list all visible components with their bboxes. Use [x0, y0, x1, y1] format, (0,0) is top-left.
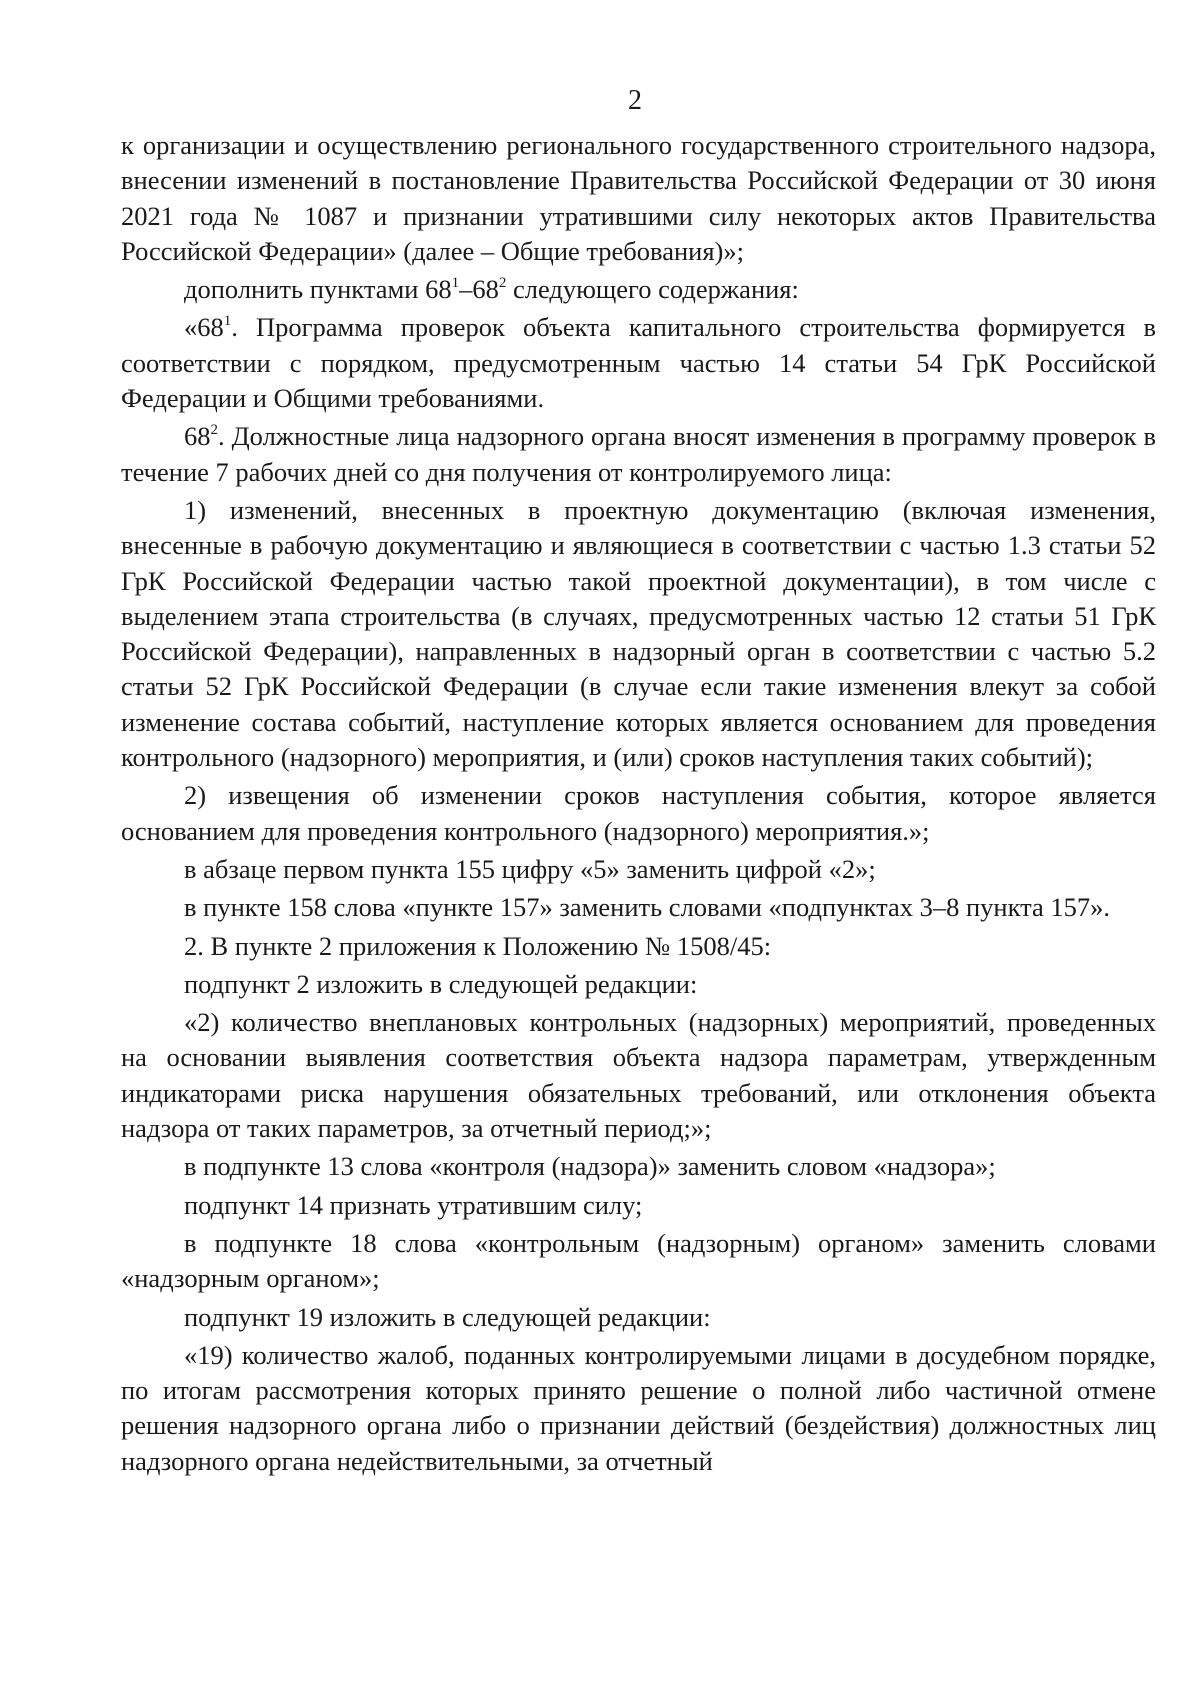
page-number: 2 — [628, 85, 642, 116]
paragraph-point-158: в пункте 158 слова «пункте 157» заменить словами «подпунктах 3–8 пункта 157». — [184, 892, 1111, 923]
paragraph-point-155: в абзаце первом пункта 155 цифру «5» заменить цифрой «2»; — [184, 853, 876, 884]
paragraph-subpoint-18: в подпункте 18 слова «контрольным (надзорным) органом» заменить словами «надзорным органом»; — [121, 1227, 1156, 1294]
paragraph-continuation: к организации и осуществлению регионального государственного строительного надзора, внесении изменений в постановление Правительства Российской Федерации от 30 июня 2021 года № 1087 и признании утратившими силу некоторых актов Правительства Российской Федерации» (далее – Общие требования)»; — [121, 130, 1156, 266]
paragraph-subpoint-2-intro: подпункт 2 изложить в следующей редакции: — [184, 968, 698, 999]
paragraph-subpoint-19-text: «19) количество жалоб, поданных контролируемыми лицами в досудебном порядке, по итогам рассмотрения которых принято решение о полной либо частичной отмене решения надзорного органа либо о признании действий (бездействия) должностных лиц надзорного органа недействительными, за отчетный — [121, 1339, 1156, 1476]
paragraph-point-68-1: «$68^1$. Программа проверок объекта капитального строительства формируется в соответствии с порядком, предусмотренным частью 14 статьи 54 ГрК Российской Федерации и Общими требованиями. — [121, 312, 1156, 414]
paragraph-subpoint-19-intro: подпункт 19 изложить в следующей редакции: — [184, 1301, 711, 1332]
paragraph-subpoint-13: в подпункте 13 слова «контроля (надзора)» заменить словом «надзора»; — [184, 1151, 996, 1182]
paragraph-subitem-2: 2) извещения об изменении сроков наступления события, которое является основанием для проведения контрольного (надзорного) мероприятия.»; — [121, 780, 1156, 846]
paragraph-point-68-2: $68^2$. Должностные лица надзорного органа вносят изменения в программу проверок в течение 7 рабочих дней со дня получения от контролируемого лица: — [121, 421, 1156, 487]
document-body — [121, 128, 1156, 1479]
paragraph-add-points: дополнить пунктами $68^1-68^2$ следующего содержания: — [184, 274, 799, 305]
paragraph-subitem-1: 1) изменений, внесенных в проектную документацию (включая изменения, внесенные в рабочую документацию и являющиеся в соответствии с частью 1.3 статьи 52 ГрК Российской Федерации частью такой проектной документации), в том числе с выделением этапа строительства (в случаях, предусмотренных частью 12 статьи 51 ГрК Российской Федерации), направленных в надзорный орган в соответствии с частью 5.2 статьи 52 ГрК Российской Федерации (в случае если такие изменения влекут за собой изменение состава событий, наступление которых является основанием для проведения контрольного (надзорного) мероприятия, и (или) сроков наступления таких событий); — [121, 494, 1156, 773]
paragraph-subpoint-14: подпункт 14 признать утратившим силу; — [184, 1189, 643, 1220]
paragraph-subpoint-2-text: «2) количество внеплановых контрольных (надзорных) мероприятий, проведенных на основании выявления соответствия объекта надзора параметрам, утвержденным индикаторами риска нарушения обязательных требований, или отклонения объекта надзора от таких параметров, за отчетный период;»; — [121, 1007, 1156, 1144]
paragraph-section-2: 2. В пункте 2 приложения к Положению № 1508/45: — [184, 930, 772, 961]
